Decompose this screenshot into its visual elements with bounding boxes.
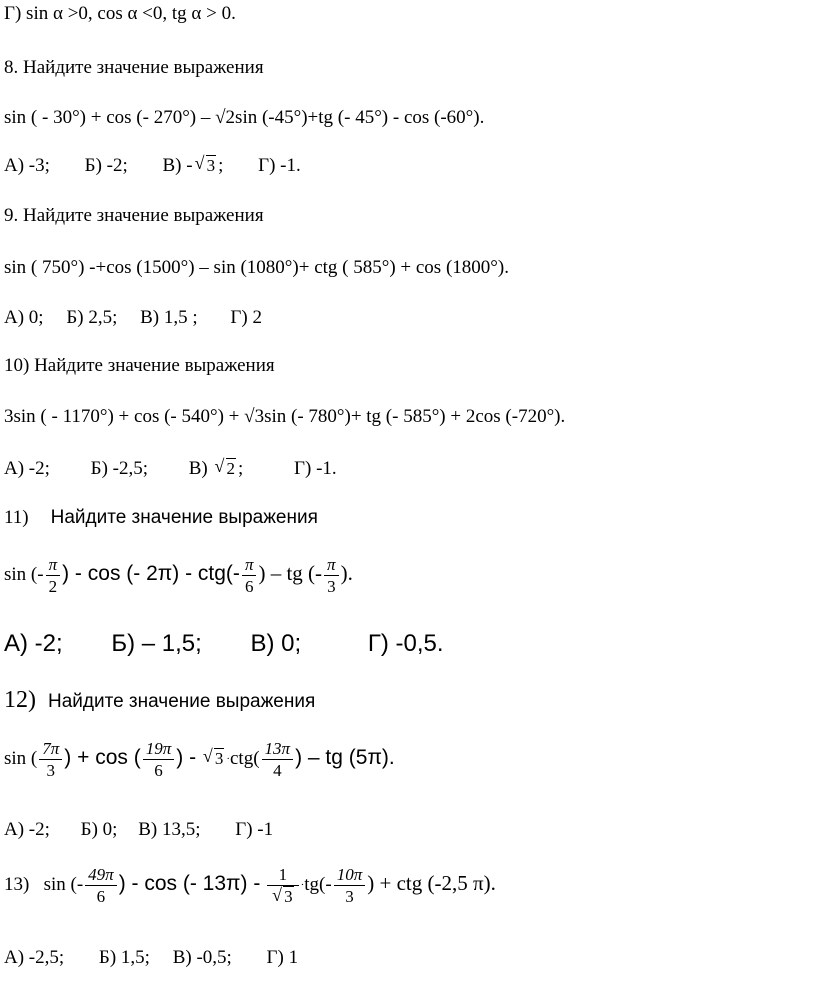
q8-expression: sin ( - 30°) + cos (- 270°) – √2sin (-45°)+tg (- 45°) - cos (-60°).: [4, 107, 485, 128]
q12-option-d: Г) -1: [235, 819, 274, 840]
q12-option-c: В) 13,5;: [138, 819, 201, 840]
q9-option-c: В) 1,5 ;: [140, 307, 198, 328]
fraction: $\frac{10\pi}{3}$: [334, 866, 366, 905]
sqrt-symbol: √ 3: [272, 888, 294, 905]
q11-option-c: В) 0;: [250, 630, 302, 657]
fraction: $\frac{19\pi}{6}$: [143, 740, 175, 779]
q11-answers: [4, 632, 444, 656]
q13-answers: [4, 948, 298, 967]
q10-option-c: В) √ 2 ;: [189, 459, 244, 478]
q8-option-c: В) -√ 3 ;: [163, 156, 224, 175]
q12-expression: sin ( $\frac{7\pi}{3}$ ) + cos ( $\frac{19\pi}{6}$ ) - √ 3 ·ctg( $\frac{13\pi}{4}$ ) – tg (5π).: [4, 740, 395, 779]
q9-option-d: Г) 2: [230, 307, 262, 328]
q10-option-b: Б) -2,5;: [90, 458, 148, 479]
q10-option-a: А) -2;: [4, 458, 50, 479]
q8-option-b: Б) -2;: [84, 155, 128, 176]
sqrt-symbol: √ 3: [195, 156, 217, 175]
q9-expression: sin ( 750°) -+cos (1500°) – sin (1080°)+ ctg ( 585°) + cos (1800°).: [4, 257, 509, 278]
fraction: $\frac{13\pi}{4}$: [262, 740, 294, 779]
fraction: $\frac{\pi}{3}$: [324, 556, 339, 595]
q11-title: 11) Найдите значение выражения: [4, 507, 318, 528]
q11-option-d: Г) -0,5.: [367, 630, 444, 657]
q13-option-a: А) -2,5;: [4, 947, 65, 968]
q9-option-b: Б) 2,5;: [66, 307, 118, 328]
fraction: 1 √ 3: [267, 866, 299, 905]
q7-options-line: Г) sin α >0, cos α <0, tg α > 0.: [4, 3, 236, 24]
q11-option-b: Б) – 1,5;: [111, 630, 202, 657]
q11-option-a: А) -2;: [4, 630, 63, 657]
fraction: $\frac{\pi}{2}$: [46, 556, 61, 595]
sqrt-symbol: √ 2: [215, 459, 237, 478]
q12-answers: [4, 820, 273, 839]
q8-title: 8. Найдите значение выражения: [4, 57, 264, 78]
q10-expression: 3sin ( - 1170°) + cos (- 540°) + √3sin (- 780°)+ tg (- 585°) + 2cos (-720°).: [4, 406, 566, 427]
q12-title: 12) Найдите значение выражения: [4, 687, 316, 713]
q13-expression: 13) sin (- $\frac{49\pi}{6}$ ) - cos (- 13π) - 1 √ 3 ·tg(- $\frac{10\pi}{3}$ ) + ctg (-2,5 π).: [4, 866, 496, 905]
q8-option-a: А) -3;: [4, 155, 50, 176]
q10-title: 10) Найдите значение выражения: [4, 355, 275, 376]
fraction: $\frac{49\pi}{6}$: [85, 866, 117, 905]
q13-option-c: В) -0,5;: [172, 947, 232, 968]
q10-answers: [4, 459, 337, 478]
q11-expression: sin (- $\frac{\pi}{2}$ ) - cos (- 2π) - ctg(- $\frac{\pi}{6}$ ) – tg (- $\frac{\pi}{3}$ ).: [4, 555, 353, 596]
q8-option-d: Г) -1.: [258, 155, 301, 176]
q12-option-a: А) -2;: [4, 819, 50, 840]
q9-title: 9. Найдите значение выражения: [4, 205, 264, 226]
q13-option-b: Б) 1,5;: [98, 947, 150, 968]
q10-option-d: Г) -1.: [294, 458, 337, 479]
q9-option-a: А) 0;: [4, 307, 44, 328]
sqrt-symbol: √ 3: [203, 749, 225, 768]
q12-option-b: Б) 0;: [80, 819, 118, 840]
fraction: $\frac{\pi}{6}$: [242, 556, 257, 595]
q8-answers: [4, 156, 301, 175]
q9-answers: [4, 308, 262, 327]
fraction: $\frac{7\pi}{3}$: [39, 740, 62, 779]
q13-option-d: Г) 1: [266, 947, 299, 968]
